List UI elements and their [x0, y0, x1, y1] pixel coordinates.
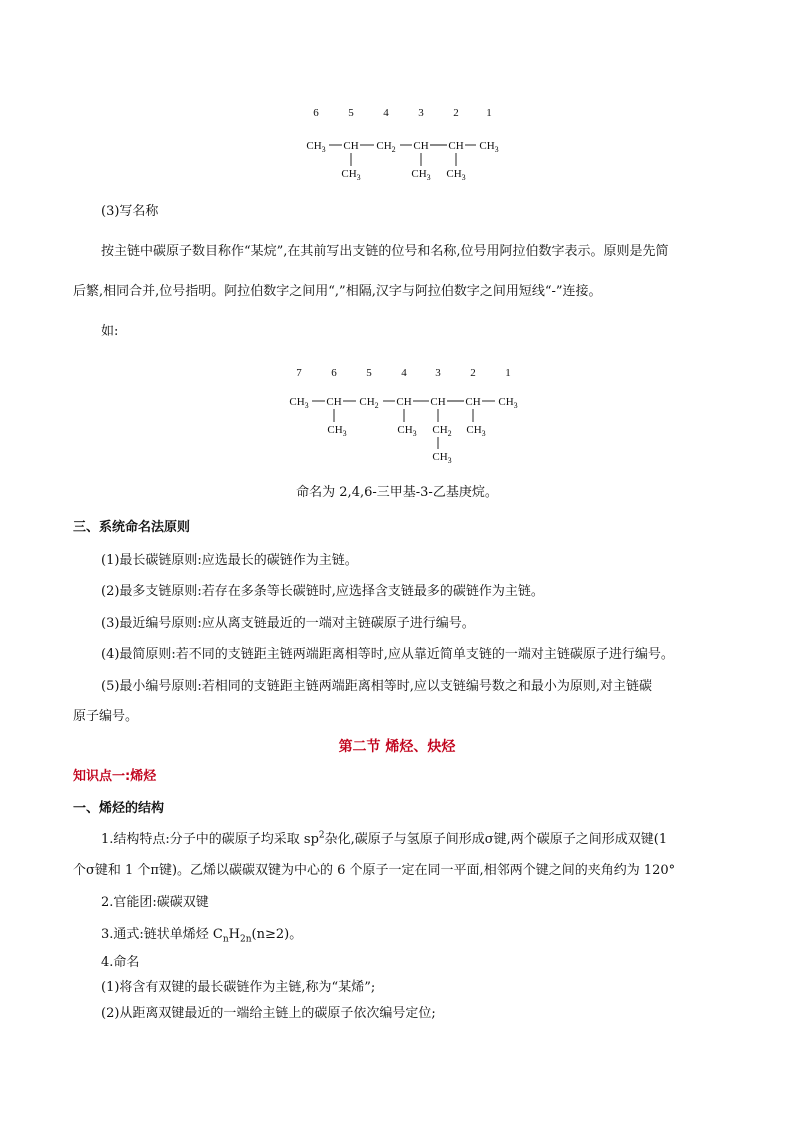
paragraph-line: 按主链中碳原子数目称作“某烷”,在其前写出支链的位号和名称,位号用阿拉伯数字表示。原则是先简 — [101, 244, 669, 259]
carbon-number: 5 — [348, 107, 354, 119]
structure-item-3 — [101, 925, 302, 945]
subscript: n — [222, 934, 229, 945]
branch-group: $CH_3$ — [466, 424, 486, 438]
structure-item-1-text: 1.结构特点:分子中的碳原子均采取 sp — [101, 832, 319, 847]
carbon-number: 5 — [366, 367, 372, 379]
branch-group: $CH_3$ — [397, 424, 417, 438]
section-3-label: (3)写名称 — [101, 204, 159, 219]
rule-3: (3)最近编号原则:应从离支链最近的一端对主链碳原子进行编号。 — [101, 616, 475, 631]
branch-group: $CH_3$ — [327, 424, 347, 438]
naming-result: 命名为 2,4,6-三甲基-3-乙基庚烷。 — [296, 485, 498, 500]
chain-group: $CH_3$ — [289, 396, 309, 410]
structure-item-1 — [101, 830, 667, 850]
structural-formula-1 — [290, 98, 530, 184]
subscript: 2n — [240, 934, 252, 945]
carbon-number: 1 — [486, 107, 492, 119]
chain-group: $CH_2$ — [376, 140, 396, 154]
heading-system-naming: 三、系统命名法原则 — [73, 520, 191, 535]
knowledge-point-label: 知识点一:烯烃 — [73, 769, 157, 784]
formula-2-numbers — [296, 367, 511, 379]
chain-group: CH — [343, 140, 359, 152]
chain-group: $CH_2$ — [359, 396, 379, 410]
carbon-number: 3 — [418, 107, 424, 119]
carbon-number: 7 — [296, 367, 302, 379]
structure-item-3-text: 3.通式:链状单烯烃 C — [101, 927, 223, 942]
structural-formula-2 — [276, 358, 536, 468]
structure-item-1-line-2: 个σ键和 1 个π键)。乙烯以碳碳双键为中心的 6 个原子一定在同一平面,相邻两个键之间的夹角约为 120° — [73, 863, 676, 878]
heading-structure: 一、烯烃的结构 — [73, 801, 165, 816]
section-title: 第二节 烯烃、炔烃 — [338, 739, 456, 755]
carbon-number: 4 — [401, 367, 407, 379]
rule-5: (5)最小编号原则:若相同的支链距主链两端距离相等时,应以支链编号数之和最小为原则,对主链碳 — [101, 679, 653, 694]
chain-group: CH — [396, 396, 412, 408]
chain-group: $CH_3$ — [306, 140, 326, 154]
branch-group: $CH_3$ — [411, 168, 431, 182]
carbon-number: 6 — [331, 367, 337, 379]
naming-step-2: (2)从距离双键最近的一端给主链上的碳原子依次编号定位; — [101, 1006, 436, 1021]
rule-5-continued: 原子编号。 — [73, 709, 139, 724]
branch-group: $CH_2$ — [432, 424, 452, 438]
chain-group: CH — [465, 396, 481, 408]
structure-item-4: 4.命名 — [101, 955, 140, 970]
example-label: 如: — [101, 324, 119, 339]
formula-1-branches — [341, 153, 465, 182]
carbon-number: 2 — [453, 107, 459, 119]
branch-group: $CH_3$ — [341, 168, 361, 182]
naming-step-1: (1)将含有双键的最长碳链作为主链,称为“某烯”; — [101, 980, 376, 995]
chain-group: $CH_3$ — [498, 396, 518, 410]
chain-group: CH — [448, 140, 464, 152]
structure-item-3-text: (n≥2)。 — [251, 927, 303, 942]
structure-item-3-text: H — [228, 927, 241, 942]
superscript: 2 — [318, 830, 325, 841]
formula-1-numbers — [313, 107, 492, 119]
formula-2-main-chain — [289, 396, 517, 410]
carbon-number: 4 — [383, 107, 389, 119]
rule-2: (2)最多支链原则:若存在多条等长碳链时,应选择含支链最多的碳链作为主链。 — [101, 584, 544, 599]
formula-2-branches — [327, 409, 485, 465]
carbon-number: 1 — [505, 367, 511, 379]
paragraph-line: 后繁,相同合并,位号指明。阿拉伯数字之间用“,”相隔,汉字与阿拉伯数字之间用短线“-”连接。 — [73, 284, 602, 299]
rule-4: (4)最简原则:若不同的支链距主链两端距离相等时,应从靠近简单支链的一端对主链碳原子进行编号。 — [101, 647, 674, 662]
chain-group: CH — [430, 396, 446, 408]
branch-group: $CH_3$ — [432, 451, 452, 465]
chain-group: $CH_3$ — [479, 140, 499, 154]
carbon-number: 2 — [470, 367, 476, 379]
rule-1: (1)最长碳链原则:应选最长的碳链作为主链。 — [101, 553, 358, 568]
formula-1-main-chain — [306, 140, 498, 154]
carbon-number: 6 — [313, 107, 319, 119]
branch-group: $CH_3$ — [446, 168, 466, 182]
structure-item-2: 2.官能团:碳碳双键 — [101, 895, 209, 910]
chain-group: CH — [326, 396, 342, 408]
chain-group: CH — [413, 140, 429, 152]
structure-item-1-text: 杂化,碳原子与氢原子间形成σ键,两个碳原子之间形成双键(1 — [324, 832, 668, 847]
carbon-number: 3 — [435, 367, 441, 379]
